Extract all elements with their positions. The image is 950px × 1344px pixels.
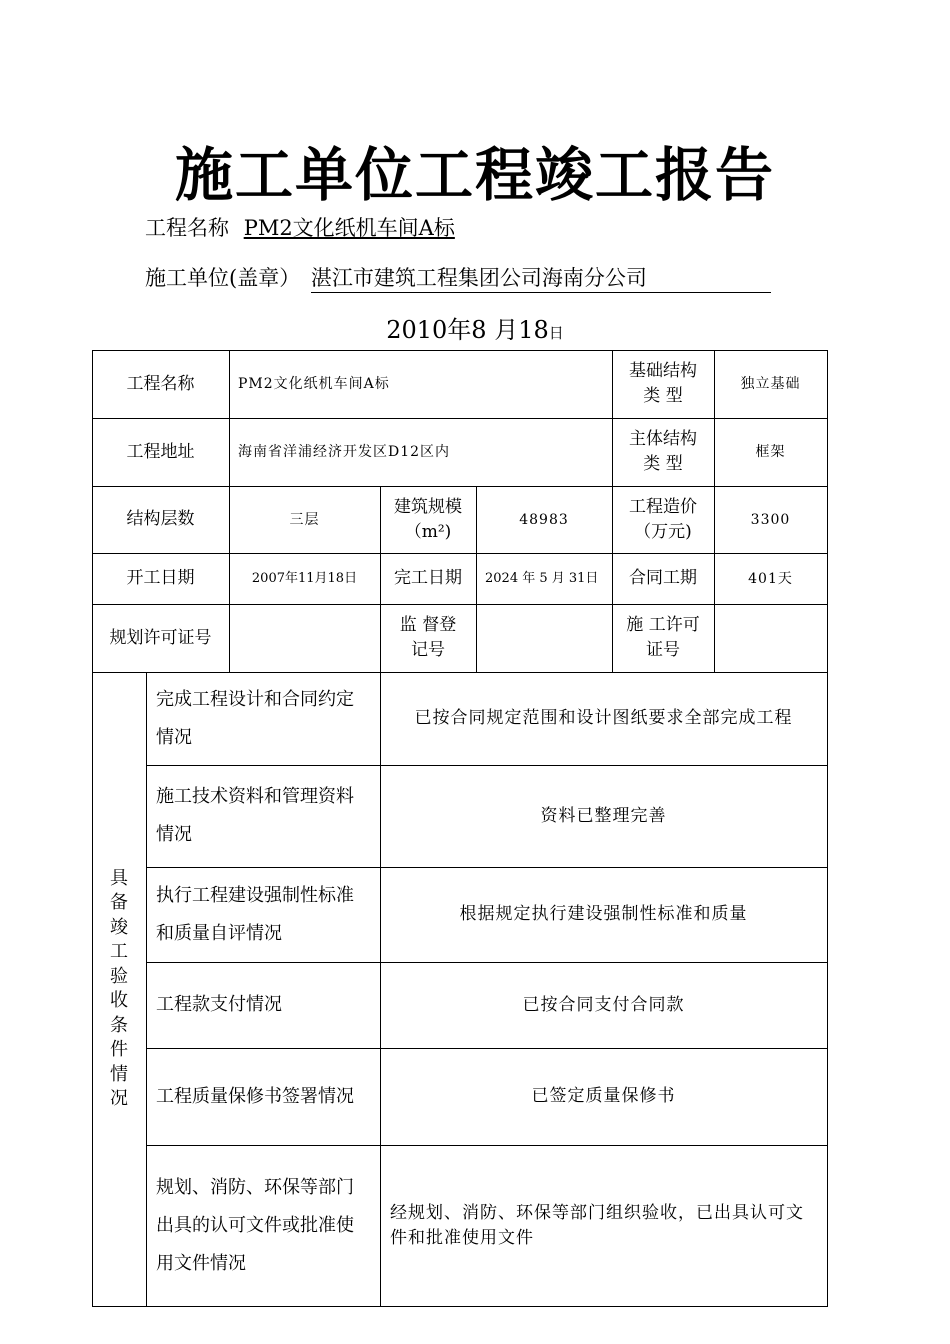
cell-scale-value: 48983	[519, 511, 569, 528]
cell-main-struct-value: 框架	[755, 444, 786, 460]
cell-foundation-value: 独立基础	[740, 376, 801, 392]
project-name-line	[145, 212, 455, 242]
report-date-day: 日	[548, 324, 564, 342]
cell-name-label: 工程名称	[126, 373, 195, 394]
table-border-bottom	[92, 1306, 828, 1307]
project-name-label: 工程名称	[145, 216, 229, 240]
cell-scale-label: 建筑规模（m²)	[394, 496, 462, 542]
condition-label: 规划、消防、环保等部门出具的认可文件或批准使用文件情况	[156, 1176, 354, 1274]
conditions-header: 具备竣工验收条件情况	[110, 867, 128, 1109]
cell-start-label: 开工日期	[126, 568, 195, 588]
condition-value: 根据规定执行建设强制性标准和质量	[459, 904, 748, 924]
cell-main-struct-label: 主体结构类 型	[629, 429, 697, 474]
condition-value: 已按合同规定范围和设计图纸要求全部完成工程	[414, 708, 793, 728]
cell-finish-label: 完工日期	[394, 568, 462, 588]
cell-contract-label: 合同工期	[629, 568, 697, 588]
condition-label: 工程质量保修书签署情况	[156, 1085, 354, 1107]
report-date-main: 2010年8 月18	[386, 316, 549, 344]
cell-name-value: PM2文化纸机车间A标	[238, 376, 390, 392]
condition-value: 经规划、消防、环保等部门组织验收，已出具认可文件和批准使用文件	[390, 1202, 804, 1248]
cell-foundation-label: 基础结构类 型	[629, 361, 697, 406]
condition-value: 已签定质量保修书	[531, 1086, 676, 1106]
cell-construct-permit-label: 施 工许可证号	[626, 615, 700, 660]
table-border-right	[827, 350, 828, 1307]
construction-unit-name: 湛江市建筑工程集团公司海南分公司	[310, 266, 647, 290]
cell-plan-permit-label: 规划许可证号	[109, 627, 212, 648]
cell-cost-value: 3300	[750, 511, 791, 528]
construction-unit-label: 施工单位(盖章）	[145, 266, 301, 290]
condition-value: 已按合同支付合同款	[522, 994, 685, 1015]
cell-supervision-value	[476, 604, 612, 672]
cell-supervision-label: 监 督登记号	[399, 615, 457, 660]
page-title: 施工单位工程竣工报告	[174, 141, 775, 209]
construction-unit-value	[311, 262, 771, 293]
project-name-value: PM2文化纸机车间A标	[243, 216, 455, 240]
cell-cost-label: 工程造价（万元)	[629, 496, 697, 542]
cell-start-value: 2007年11月18日	[251, 570, 358, 586]
condition-label: 执行工程建设强制性标准和质量自评情况	[156, 884, 354, 944]
condition-label: 完成工程设计和合同约定情况	[156, 688, 354, 748]
condition-value: 资料已整理完善	[540, 805, 667, 826]
cell-floors-value: 三层	[289, 511, 320, 528]
conditions-header-cell	[92, 672, 146, 1306]
report-date	[0, 310, 950, 345]
cell-contract-value: 401天	[748, 570, 793, 587]
construction-unit-line	[145, 262, 771, 293]
cell-address-label: 工程地址	[126, 441, 195, 462]
condition-label: 施工技术资料和管理资料情况	[156, 786, 354, 845]
cell-plan-permit-value	[229, 604, 380, 672]
condition-label: 工程款支付情况	[156, 994, 282, 1015]
cell-finish-value: 2024 年 5 月 31日	[485, 570, 599, 586]
cell-floors-label: 结构层数	[126, 509, 195, 529]
cell-address-value: 海南省洋浦经济开发区D12区内	[238, 444, 451, 460]
cell-construct-permit-value	[714, 604, 827, 672]
